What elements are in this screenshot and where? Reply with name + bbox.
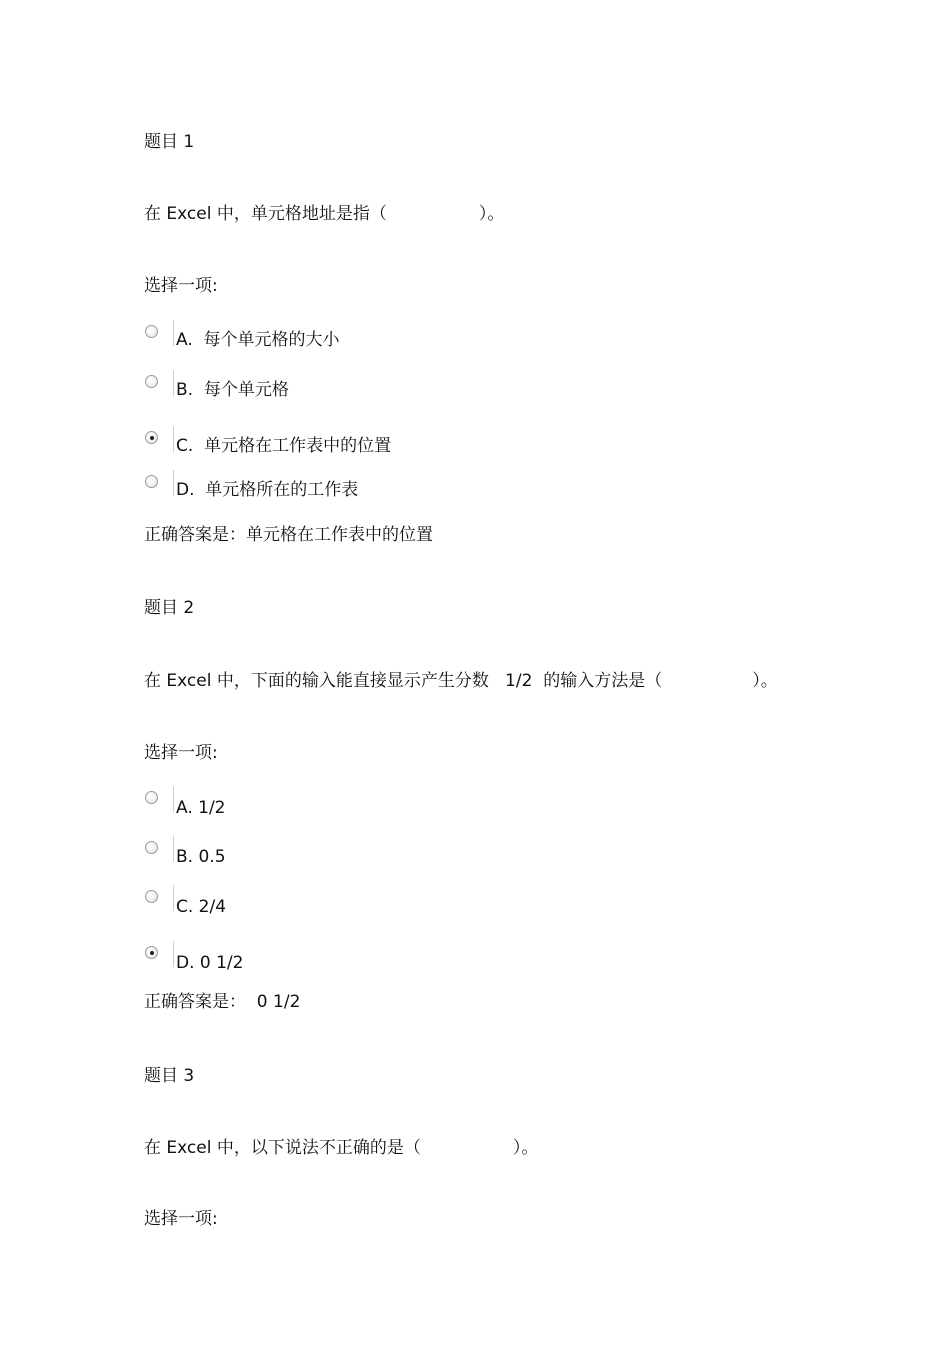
- question-1-option-b-label[interactable]: B. 每个单元格: [176, 380, 289, 400]
- question-1-heading: 题目 1: [144, 132, 195, 152]
- question-2-option-a-radio[interactable]: [145, 791, 158, 804]
- option-separator: [173, 941, 174, 967]
- question-2-option-c-label[interactable]: C. 2/4: [176, 897, 227, 917]
- question-1-correct-answer: 正确答案是：单元格在工作表中的位置: [144, 525, 433, 545]
- question-3-prompt: 选择一项:: [144, 1209, 218, 1229]
- question-2-stem-end: ）。: [752, 671, 778, 691]
- option-separator: [173, 786, 174, 812]
- question-2-stem: [144, 671, 778, 691]
- question-1-stem: [144, 204, 504, 224]
- question-3-stem-text: 在 Excel 中，以下说法不正确的是（: [144, 1138, 421, 1158]
- question-1-stem-end: ）。: [478, 204, 505, 224]
- option-separator: [173, 836, 174, 862]
- option-separator: [173, 470, 174, 496]
- question-1-option-a-radio[interactable]: [145, 325, 158, 338]
- question-2-correct-answer: 正确答案是： 0 1/2: [144, 992, 301, 1012]
- question-2-prompt: 选择一项:: [144, 743, 218, 763]
- option-separator: [173, 885, 174, 911]
- question-3-stem-end: ）。: [512, 1138, 539, 1158]
- option-separator: [173, 370, 174, 396]
- question-1-option-a-label[interactable]: A. 每个单元格的大小: [176, 330, 340, 350]
- question-3-stem: [144, 1138, 538, 1158]
- question-2-option-d-radio[interactable]: [145, 946, 158, 959]
- question-2-option-b-radio[interactable]: [145, 841, 158, 854]
- question-1-option-d-label[interactable]: D. 单元格所在的工作表: [176, 480, 359, 500]
- option-separator: [173, 320, 174, 346]
- question-3-heading: 题目 3: [144, 1066, 195, 1086]
- question-2-stem-text: 在 Excel 中，下面的输入能直接显示产生分数 1/2 的输入方法是（: [144, 671, 663, 691]
- question-2-option-d-label[interactable]: D. 0 1/2: [176, 953, 244, 973]
- question-1-option-b-radio[interactable]: [145, 375, 158, 388]
- question-2-option-a-label[interactable]: A. 1/2: [176, 798, 226, 818]
- question-1-stem-text: 在 Excel 中，单元格地址是指（: [144, 204, 387, 224]
- question-2-option-c-radio[interactable]: [145, 890, 158, 903]
- question-1-prompt: 选择一项:: [144, 276, 218, 296]
- question-1-option-c-radio[interactable]: [145, 431, 158, 444]
- question-1-option-c-label[interactable]: C. 单元格在工作表中的位置: [176, 436, 392, 456]
- option-separator: [173, 426, 174, 452]
- question-1-option-d-radio[interactable]: [145, 475, 158, 488]
- question-2-heading: 题目 2: [144, 598, 195, 618]
- question-2-option-b-label[interactable]: B. 0.5: [176, 847, 226, 867]
